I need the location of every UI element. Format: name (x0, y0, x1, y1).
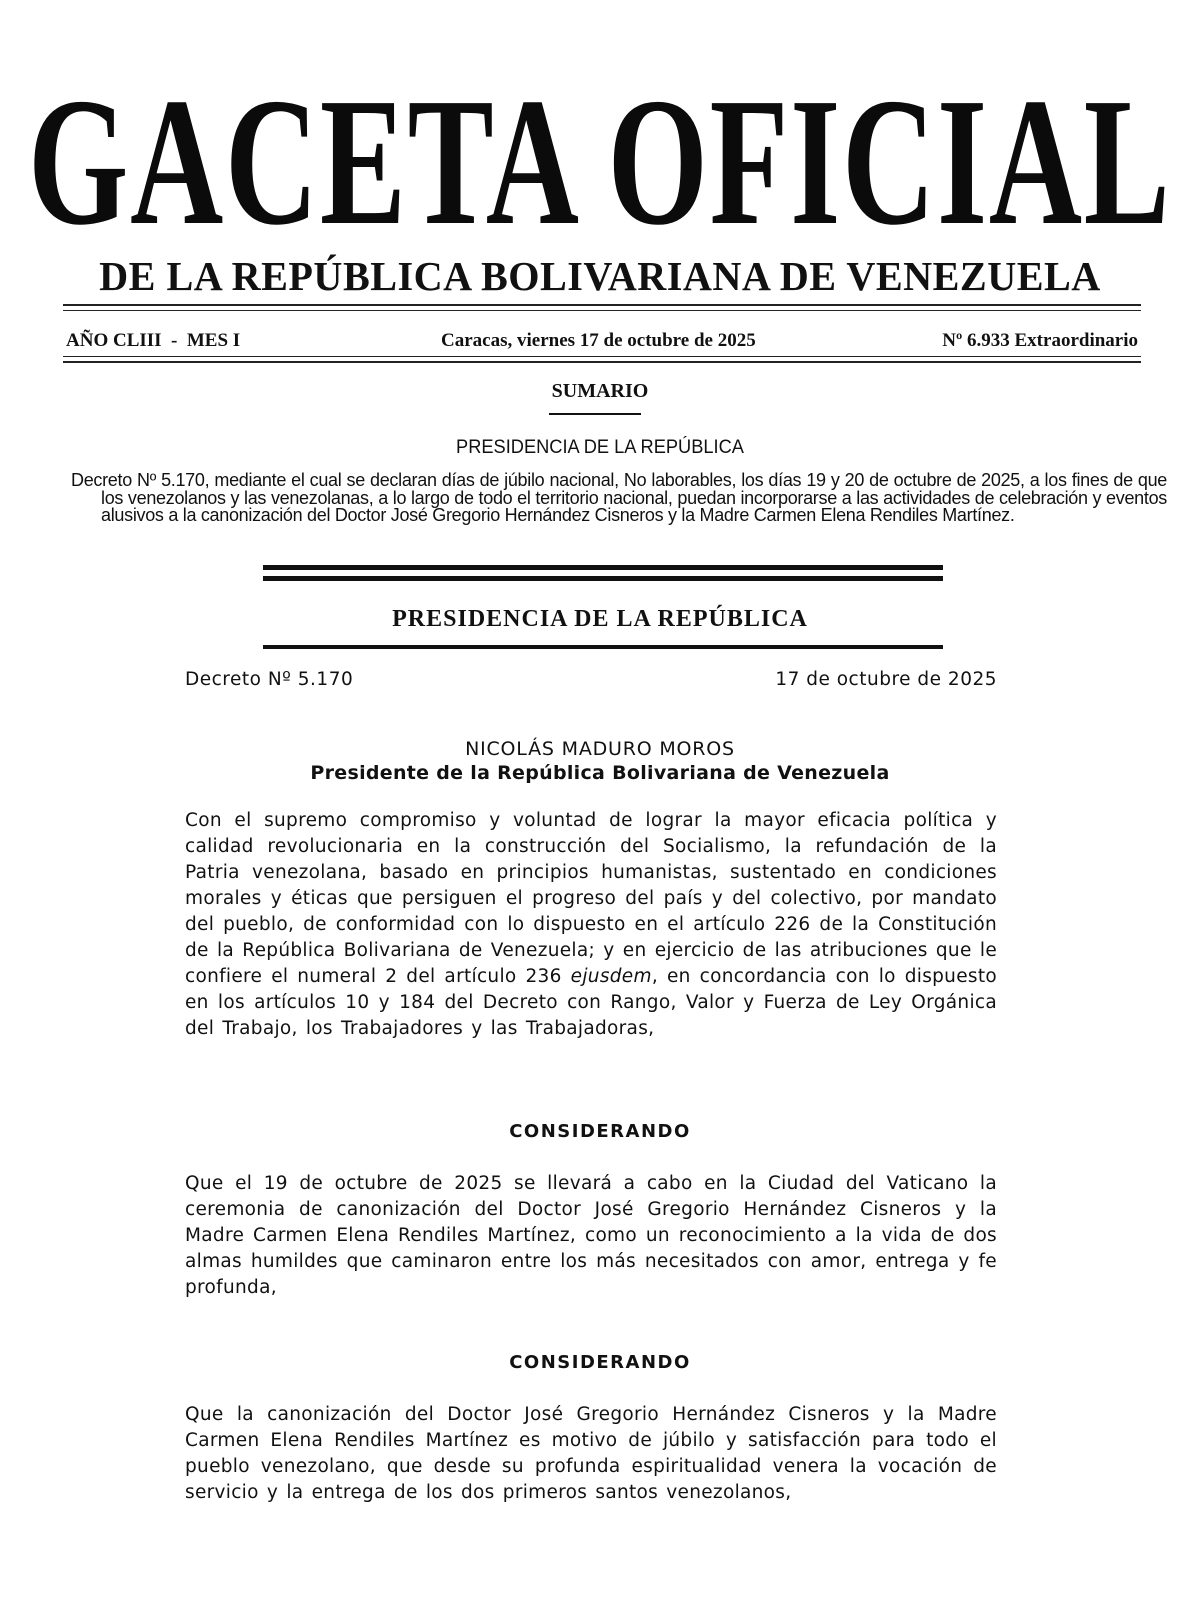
masthead-title: GACETA OFICIAL (28, 60, 1172, 263)
section-heading-underline (263, 645, 943, 649)
considerando-heading-2: CONSIDERANDO (509, 1352, 691, 1373)
president-name: NICOLÁS MADURO MOROS (465, 738, 735, 760)
issue-year-month: AÑO CLIII - MES I (66, 330, 241, 351)
sumario-entry: Decreto Nº 5.170, mediante el cual se declaran días de júbilo nacional, No laborables, los días 19 y 20 de octubre de 2025, a los fines de que los venezolanos y las venezolanas, a lo largo de todo el territorio nacional, puedan incorporarse a las actividades de celebración y eventos alusivos a la canonización del Doctor José Gregorio Hernández Cisneros y la Madre Carmen Elena Rendiles Martínez. (71, 470, 1167, 526)
preamble-text-before: Con el supremo compromiso y voluntad de lograr la mayor eficacia política y calidad revolucionaria en la construcción del Socialismo, la refundación de la Patria venezolana, basado en principios humanistas, sustentado en condiciones morales y éticas que persiguen el progreso del país y del colectivo, por mandato del pueblo, de conformidad con lo dispuesto en el artículo 226 de la Constitución de la República Bolivariana de Venezuela; y en ejercicio de las atribuciones que le confiere el numeral 2 del artículo 236 (185, 810, 997, 987)
preamble-text-after: , en concordancia con lo dispuesto en los artículos 10 y 184 del Decreto con Rango, Valor y Fuerza de Ley Orgánica del Trabajo, los Trabajadores y las Trabajadoras, (185, 966, 997, 1039)
decree-number: Decreto Nº 5.170 (185, 669, 354, 690)
decree-header-row (185, 669, 997, 693)
masthead (28, 60, 1172, 263)
president-title: Presidente de la República Bolivariana de Venezuela (310, 762, 890, 784)
considerando-paragraph-1: Que el 19 de octubre de 2025 se llevará a cabo en la Ciudad del Vaticano la ceremonia de canonización del Doctor José Gregorio Hernández Cisneros y la Madre Carmen Elena Rendiles Martínez, como un reconocimiento a la vida de dos almas humildes que caminaron entre los más necesitados con amor, entrega y fe profunda, (185, 1173, 997, 1298)
decree-date: 17 de octubre de 2025 (775, 669, 997, 690)
issue-place-date: Caracas, viernes 17 de octubre de 2025 (441, 330, 756, 351)
section-divider-thick-2 (263, 576, 943, 581)
issue-number: Nº 6.933 Extraordinario (942, 330, 1138, 351)
sumario-section-heading: PRESIDENCIA DE LA REPÚBLICA (456, 437, 744, 458)
issue-info-row (66, 330, 1138, 356)
header-rule-top-thin (63, 310, 1141, 311)
masthead-subtitle: DE LA REPÚBLICA BOLIVARIANA DE VENEZUELA (99, 253, 1101, 299)
sumario-underline (549, 413, 641, 415)
sumario-title: SUMARIO (551, 380, 649, 402)
header-rule-bottom-thick (63, 361, 1141, 363)
header-rule-bottom-thin (63, 356, 1141, 357)
preamble-italic-term: ejusdem (570, 966, 652, 987)
section-divider-thick-1 (263, 565, 943, 570)
header-rule-top-thick (63, 304, 1141, 306)
preamble-paragraph (185, 808, 997, 1042)
section-heading: PRESIDENCIA DE LA REPÚBLICA (392, 606, 808, 632)
considerando-paragraph-2: Que la canonización del Doctor José Gregorio Hernández Cisneros y la Madre Carmen Elena Rendiles Martínez es motivo de júbilo y satisfacción para todo el pueblo venezolano, que desde su profunda espiritualidad venera la vocación de servicio y la entrega de los dos primeros santos venezolanos, (185, 1404, 997, 1503)
considerando-heading-1: CONSIDERANDO (509, 1121, 691, 1142)
